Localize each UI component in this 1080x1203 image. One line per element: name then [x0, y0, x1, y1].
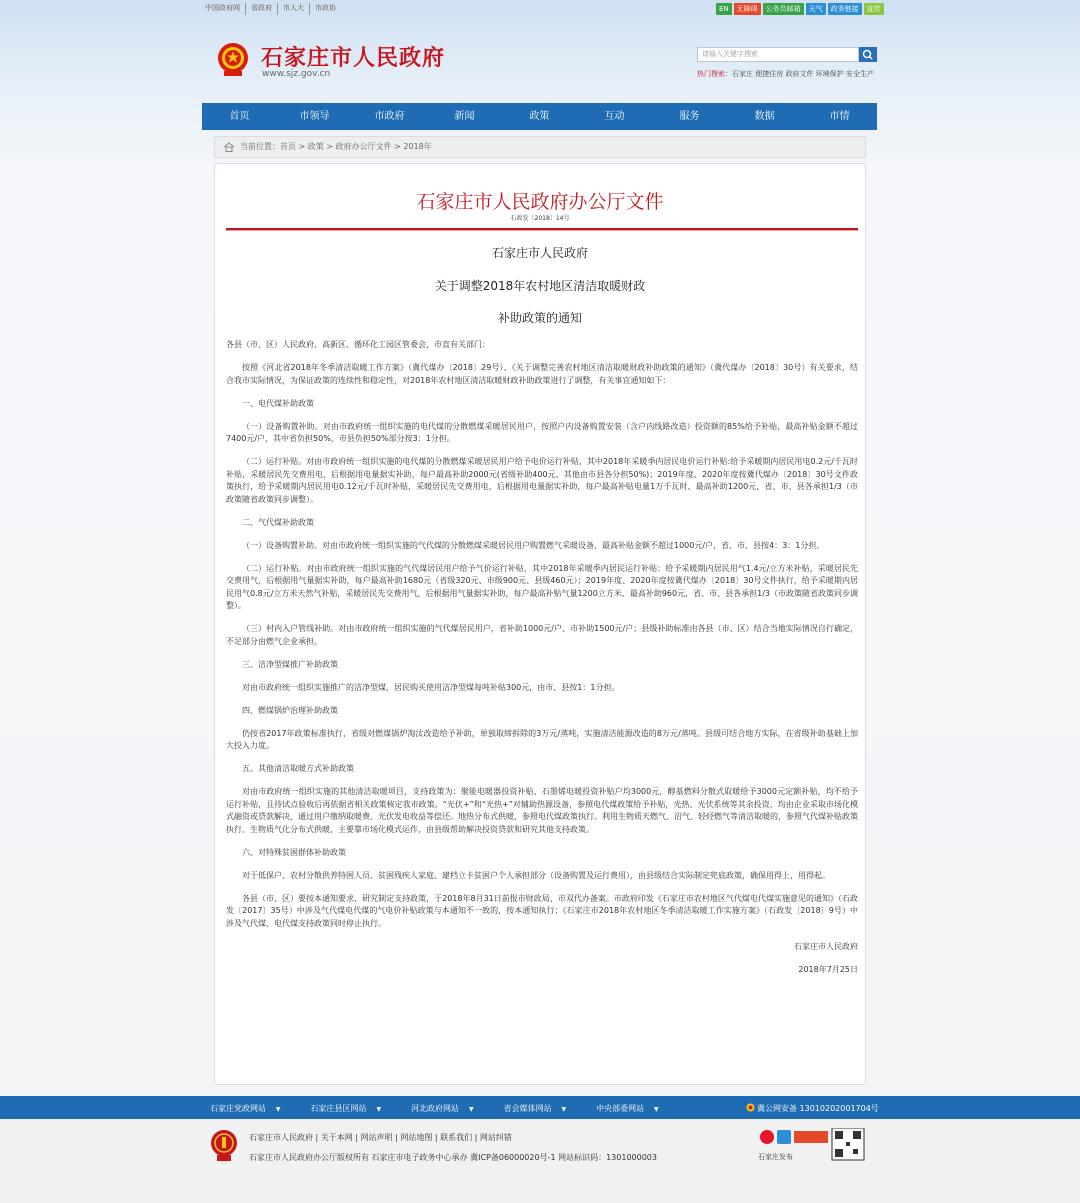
document-number: 石政发〔2018〕14号	[510, 215, 570, 222]
police-badge-icon	[746, 1103, 755, 1112]
article-paragraph: 按照《河北省2018年冬季清洁取暖工作方案》（冀代煤办〔2018〕29号）、《关于调整完善农村地区清洁取暖财政补助政策的通知》（冀代煤办〔2018〕30号）有关要求，结合我市实际情况，为保证政策的连续性和稳定性，对2018年农村地区清洁取暖财政补助政策进行了调整，有关事宜通知如下：	[226, 363, 858, 385]
top-links-bar	[205, 3, 341, 15]
article-paragraph: 各县（市、区）要按本通知要求，研究制定支持政策，于2018年8月31日前报市财政局、市双代办备案。市政府印发《石家庄市农村地区气代煤电代煤实施意见的通知》（石政发〔2017〕35号）中涉及气代煤电代煤的气电价补贴政策与本通知不一致的，按本通知执行；《石家庄市2018年农村地区冬季清洁取暖工作实施方案》（石政发〔2018〕9号）中涉及气代煤、电代煤支持政策同时停止执行。	[226, 893, 858, 928]
brand-logo-icon	[794, 1131, 828, 1143]
hot-search-terms[interactable]: 石家庄 便捷住房 政府文件 环境保护 安全生产	[732, 70, 874, 78]
search-input[interactable]: 请输入关键字搜索	[697, 47, 859, 62]
breadcrumb	[214, 136, 866, 158]
article-paragraph: 二、气代煤补助政策	[242, 517, 314, 527]
footer-dropdown-media-sites[interactable]: 省会媒体网站 ▼	[504, 1103, 567, 1114]
publicity-button[interactable]: 宣传	[864, 3, 884, 15]
police-record[interactable]	[746, 1103, 879, 1114]
weibo-icon	[760, 1130, 774, 1144]
article-paragraph: 五、其他清洁取暖方式补助政策	[242, 764, 354, 773]
nav-policy[interactable]: 政策	[529, 111, 550, 122]
footer-copyright: 石家庄市人民政府办公厅版权所有 石家庄市电子政务中心承办 冀ICP备06000020号-1 网站标识码：1301000003	[249, 1153, 657, 1162]
mail-button[interactable]: 公务员邮箱	[763, 3, 804, 15]
article-paragraph: （二）运行补贴。对由市政府统一组织实施的气代煤居民用户给予气价运行补贴，其中2018年采暖季内居民运行补贴：给予采暖期内居民用气1.4元/立方米补贴，采暖居民先交费用气，后根据用气量据实补助，每户最高补助1680元（省级320元、市级900元、县级460元）；2019年度、2020年度按冀代煤办〔2018〕30号文件执行，给予采暖期内居民用气0.8元/立方米天然气补贴，采暖居民先交费用气，后根据用气量据实补助，每户最高补贴气量1200立方米、最高补助960元，省、市、县各承担1/3（市政策随省政策同步调整）。	[226, 563, 858, 610]
article-paragraph: （一）设备购置补助。对由市政府统一组织实施的电代煤的分散燃煤采暖居民用户，按照户内设备购置安装（含户内线路改造）投资额的85%给予补贴，最高补贴金额不超过7400元/户，其中省负担50%、市县负担50%部分按3：1分担。	[226, 421, 858, 443]
footer-site-links	[210, 1103, 689, 1114]
site-title[interactable]: 石家庄市人民政府	[261, 46, 446, 71]
article-paragraph: 对由市政府统一组织实施的其他清洁取暖项目，支持政策为：聚能电暖器投资补贴、石墨烯电暖投资补贴户均3000元，醇基燃料分散式取暖给予3000元定额补贴，均不给予运行补贴，且待试点验收后再依据省相关政策核定我市政策。“光伏+”和“光热+”对辅助热源设备，参照电代煤政策给予补贴，光热、光伏系统等其余投资，均由企业采取市场化模式融资或贷款解决，通过用户缴纳取暖费、光伏发电收益等偿还。地热分布式供暖，参照电代煤政策执行。利用生物质天燃气、沼气、轻烃燃气等清洁取暖的，参照气代煤补贴政策执行。生物质气化分布式供暖，主要靠市场化模式运作，由县级帮助解决投资贷款和研究其他支持政策。	[226, 787, 858, 834]
nav-service[interactable]: 服务	[679, 111, 700, 122]
home-icon[interactable]	[223, 142, 235, 152]
top-link-cppcc[interactable]: 市政协	[315, 4, 336, 12]
release-label: 石家庄发布	[758, 1153, 793, 1161]
site-url: www.sjz.gov.cn	[262, 69, 331, 79]
footer-dropdown-ministry-sites[interactable]: 中央部委网站 ▼	[596, 1103, 659, 1114]
nav-interaction[interactable]: 互动	[604, 111, 625, 122]
article-title-line-1: 关于调整2018年农村地区清洁取暖财政	[434, 279, 646, 293]
article-paragraph: 四、燃煤锅炉治理补助政策	[242, 705, 338, 715]
article-paragraph: （二）运行补贴。对由市政府统一组织实施的电代煤的分散燃煤采暖居民用户给予电价运行补贴，其中2018年采暖季内居民电价运行补贴:给予采暖期内居民用电0.2元/千瓦时补贴，采暖居民先交费用电，后根据用电量据实补助，每户最高补助2000元(省级补助400元，其他由市县各分担50%)；2019年度、2020年度按冀代煤办〔2018〕30号文件政策执行，给予采暖期内居民用电0.12元/千瓦时补贴，采暖居民先交费用电，后根据用电量据实补助，每户最高补贴电量1万千瓦时、最高补助1200元，省、市、县各承担1/3（市政策随省政策同步调整）。	[226, 457, 858, 504]
top-link-npc[interactable]: 市人大	[278, 3, 310, 15]
article-title-line-2: 补助政策的通知	[497, 311, 582, 325]
article-paragraph: 三、洁净型煤推广补助政策	[242, 659, 338, 669]
article-paragraph: 对由市政府统一组织实施推广的洁净型煤，居民购买使用洁净型煤每吨补贴300元，由市、县按1：1分担。	[242, 682, 620, 692]
gov-link-button[interactable]: 政务链接	[828, 3, 862, 15]
hot-search-label: 热门搜索：	[697, 70, 732, 78]
document-header: 石家庄市人民政府办公厅文件	[416, 191, 664, 213]
main-nav	[202, 103, 877, 130]
article-panel	[214, 163, 866, 1085]
article-body	[226, 339, 858, 987]
red-divider	[226, 228, 858, 231]
search-button[interactable]	[859, 47, 877, 62]
app-icon	[777, 1130, 791, 1144]
national-emblem-icon	[216, 40, 250, 78]
nav-government[interactable]: 市政府	[374, 111, 405, 122]
search-icon	[859, 47, 877, 62]
top-link-gov[interactable]: 中国政府网	[205, 3, 246, 15]
accessibility-button[interactable]: 无障碍	[734, 3, 761, 15]
article-paragraph: 各县（市、区）人民政府，高新区、循环化工园区管委会，市直有关部门：	[226, 340, 490, 349]
article-paragraph: 一、电代煤补助政策	[242, 398, 314, 408]
police-record-text: 冀公网安备 13010202001704号	[757, 1104, 879, 1113]
footer-links[interactable]: 石家庄市人民政府 | 关于本网 | 网站声明 | 网站地图 | 联系我们 | 网站纠错	[249, 1133, 512, 1142]
article-paragraph: 六、对特殊贫困群体补助政策	[242, 847, 346, 857]
article-paragraph: （三）村内入户管线补助。对由市政府统一组织实施的气代煤居民用户，省补助1000元/户、市补助1500元/户；县级补助标准由各县（市、区）结合当地实际情况自行确定，不足部分由燃气企业承担。	[226, 624, 858, 646]
nav-news[interactable]: 新闻	[454, 111, 475, 122]
nav-city-info[interactable]: 市情	[829, 111, 850, 122]
article-paragraph: 石家庄市人民政府	[794, 941, 858, 951]
top-link-province[interactable]: 省政府	[246, 3, 278, 15]
footer-dropdown-county-sites[interactable]: 石家庄县区网站 ▼	[311, 1103, 382, 1114]
nav-data[interactable]: 数据	[754, 111, 775, 122]
article-paragraph: 2018年7月25日	[798, 964, 858, 974]
top-right-links	[716, 3, 884, 15]
party-gov-emblem-icon[interactable]	[210, 1129, 238, 1162]
lang-en-button[interactable]: EN	[716, 3, 732, 15]
weather-button[interactable]: 天气	[806, 3, 826, 15]
hot-search	[697, 69, 874, 79]
article-paragraph: 对于低保户、农村分散供养特困人员、贫困残疾人家庭、建档立卡贫困户个人承担部分（设备购置及运行费用），由县级结合实际制定兜底政策，确保用得上，用得起。	[242, 870, 830, 880]
article-paragraph: （一）设备购置补助。对由市政府统一组织实施的气代煤的分散燃煤采暖居民用户购置燃气采暖设备，最高补贴金额不超过1000元/户，省、市、县按4：3：1分担。	[242, 540, 825, 550]
footer-dropdown-party-sites[interactable]: 石家庄党政网站 ▼	[210, 1103, 281, 1114]
footer-dropdown-hebei-sites[interactable]: 河北政府网站 ▼	[411, 1103, 474, 1114]
issuer-title: 石家庄市人民政府	[491, 246, 588, 260]
article-paragraph: 仍按省2017年政策标准执行，省级对燃煤锅炉淘汰改造给予补助，单独取缔拆除的3万元/蒸吨，实施清洁能源改造的8万元/蒸吨。县级可结合地方实际，在省级补助基础上加大投入力度。	[226, 728, 858, 750]
breadcrumb-text[interactable]: 当前位置：首页 > 政策 > 政府办公厅文件 > 2018年	[240, 142, 432, 151]
nav-home[interactable]: 首页	[229, 111, 250, 122]
nav-leaders[interactable]: 市领导	[299, 111, 330, 122]
